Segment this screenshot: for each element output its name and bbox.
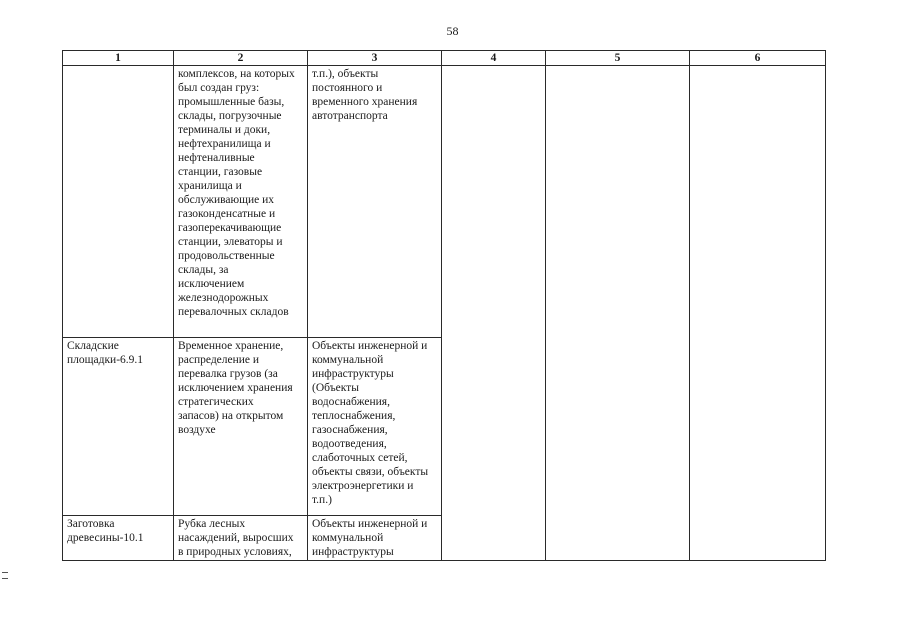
cell-text-line: Заготовка	[67, 518, 115, 530]
cell-text-line: водоснабжения,	[312, 396, 390, 408]
column-header: 1	[63, 51, 174, 66]
cell-text-line: станции, элеваторы и	[178, 236, 283, 248]
table-cell-col2	[174, 66, 308, 338]
cell-text-line: слаботочных сетей,	[312, 452, 408, 464]
cell-text-line: т.п.)	[312, 494, 332, 506]
cell-text-line: инфраструктуры	[312, 368, 394, 380]
cell-text-line: Временное хранение,	[178, 340, 284, 352]
cell-text-line: постоянного и	[312, 82, 383, 94]
page-number: 58	[446, 24, 459, 38]
cell-text-line: нефтеналивные	[178, 152, 255, 164]
table-cell-col2	[174, 516, 308, 561]
cell-text-line: станции, газовые	[178, 166, 263, 178]
column-header: 6	[690, 51, 826, 66]
cell-text-line: коммунальной	[312, 532, 384, 544]
land-use-table	[62, 50, 826, 561]
cell-text-line: хранилища и	[178, 180, 242, 192]
cell-text-line: Объекты инженерной и	[312, 518, 428, 530]
cell-text-line: перевалка грузов (за	[178, 368, 278, 380]
cell-text-line: Объекты инженерной и	[312, 340, 428, 352]
cell-text-line: склады, погрузочные	[178, 110, 282, 122]
cell-text-line: площадки-6.9.1	[67, 354, 144, 366]
cell-text-line: насаждений, выросших	[178, 532, 294, 544]
cell-text-line: нефтехранилища и	[178, 138, 271, 150]
table-cell-col5	[546, 66, 690, 561]
cell-text-line: древесины-10.1	[67, 532, 144, 544]
table-cell-col1	[63, 516, 174, 561]
cell-text-line: продовольственные	[178, 250, 275, 262]
cell-text-line: исключением хранения	[178, 382, 293, 394]
cell-text-line: железнодорожных	[178, 292, 269, 304]
cell-text-line: обслуживающие их	[178, 194, 275, 206]
table-cell-col3	[308, 516, 442, 561]
cell-text-line: запасов) на открытом	[178, 410, 284, 422]
cell-text-line: в природных условиях,	[178, 546, 292, 558]
cell-text-line: Рубка лесных	[178, 518, 246, 530]
cell-text-line: автотранспорта	[312, 110, 388, 122]
cell-text-line: исключением	[178, 278, 245, 290]
cell-text-line: комплексов, на которых	[178, 68, 295, 80]
cell-text-line: водоотведения,	[312, 438, 387, 450]
cell-text-line: (Объекты	[312, 382, 359, 394]
table-cell-col3	[308, 338, 442, 516]
cell-text-line: газоперекачивающие	[178, 222, 282, 234]
cell-text-line: газоснабжения,	[312, 424, 388, 436]
table-cell-col1	[63, 66, 174, 338]
table-cell-col1	[63, 338, 174, 516]
cell-text-line: промышленные базы,	[178, 96, 285, 108]
cell-text-line: перевалочных складов	[178, 306, 289, 318]
margin-mark	[2, 578, 8, 579]
cell-text-line: воздухе	[178, 424, 216, 436]
table-row	[63, 66, 826, 338]
table-cell-col3	[308, 66, 442, 338]
table-header-row	[63, 51, 826, 66]
cell-text-line: был создан груз:	[178, 82, 260, 94]
cell-text-line: теплоснабжения,	[312, 410, 396, 422]
table-cell-col4	[442, 66, 546, 561]
cell-text-line: временного хранения	[312, 96, 418, 108]
table-cell-col6	[690, 66, 826, 561]
column-header: 4	[442, 51, 546, 66]
cell-text-line: Складские	[67, 340, 119, 352]
cell-text-line: склады, за	[178, 264, 229, 276]
margin-mark	[2, 572, 8, 573]
cell-text-line: инфраструктуры	[312, 546, 394, 558]
cell-text-line: коммунальной	[312, 354, 384, 366]
table-cell-col2	[174, 338, 308, 516]
cell-text-line: стратегических	[178, 396, 254, 408]
cell-text-line: газоконденсатные и	[178, 208, 276, 220]
cell-text-line: терминалы и доки,	[178, 124, 271, 136]
cell-text-line: объекты связи, объекты	[312, 466, 429, 478]
cell-text-line: распределение и	[178, 354, 260, 366]
column-header: 2	[174, 51, 308, 66]
column-header: 3	[308, 51, 442, 66]
column-header: 5	[546, 51, 690, 66]
cell-text-line: электроэнергетики и	[312, 480, 414, 492]
cell-text-line: т.п.), объекты	[312, 68, 379, 80]
